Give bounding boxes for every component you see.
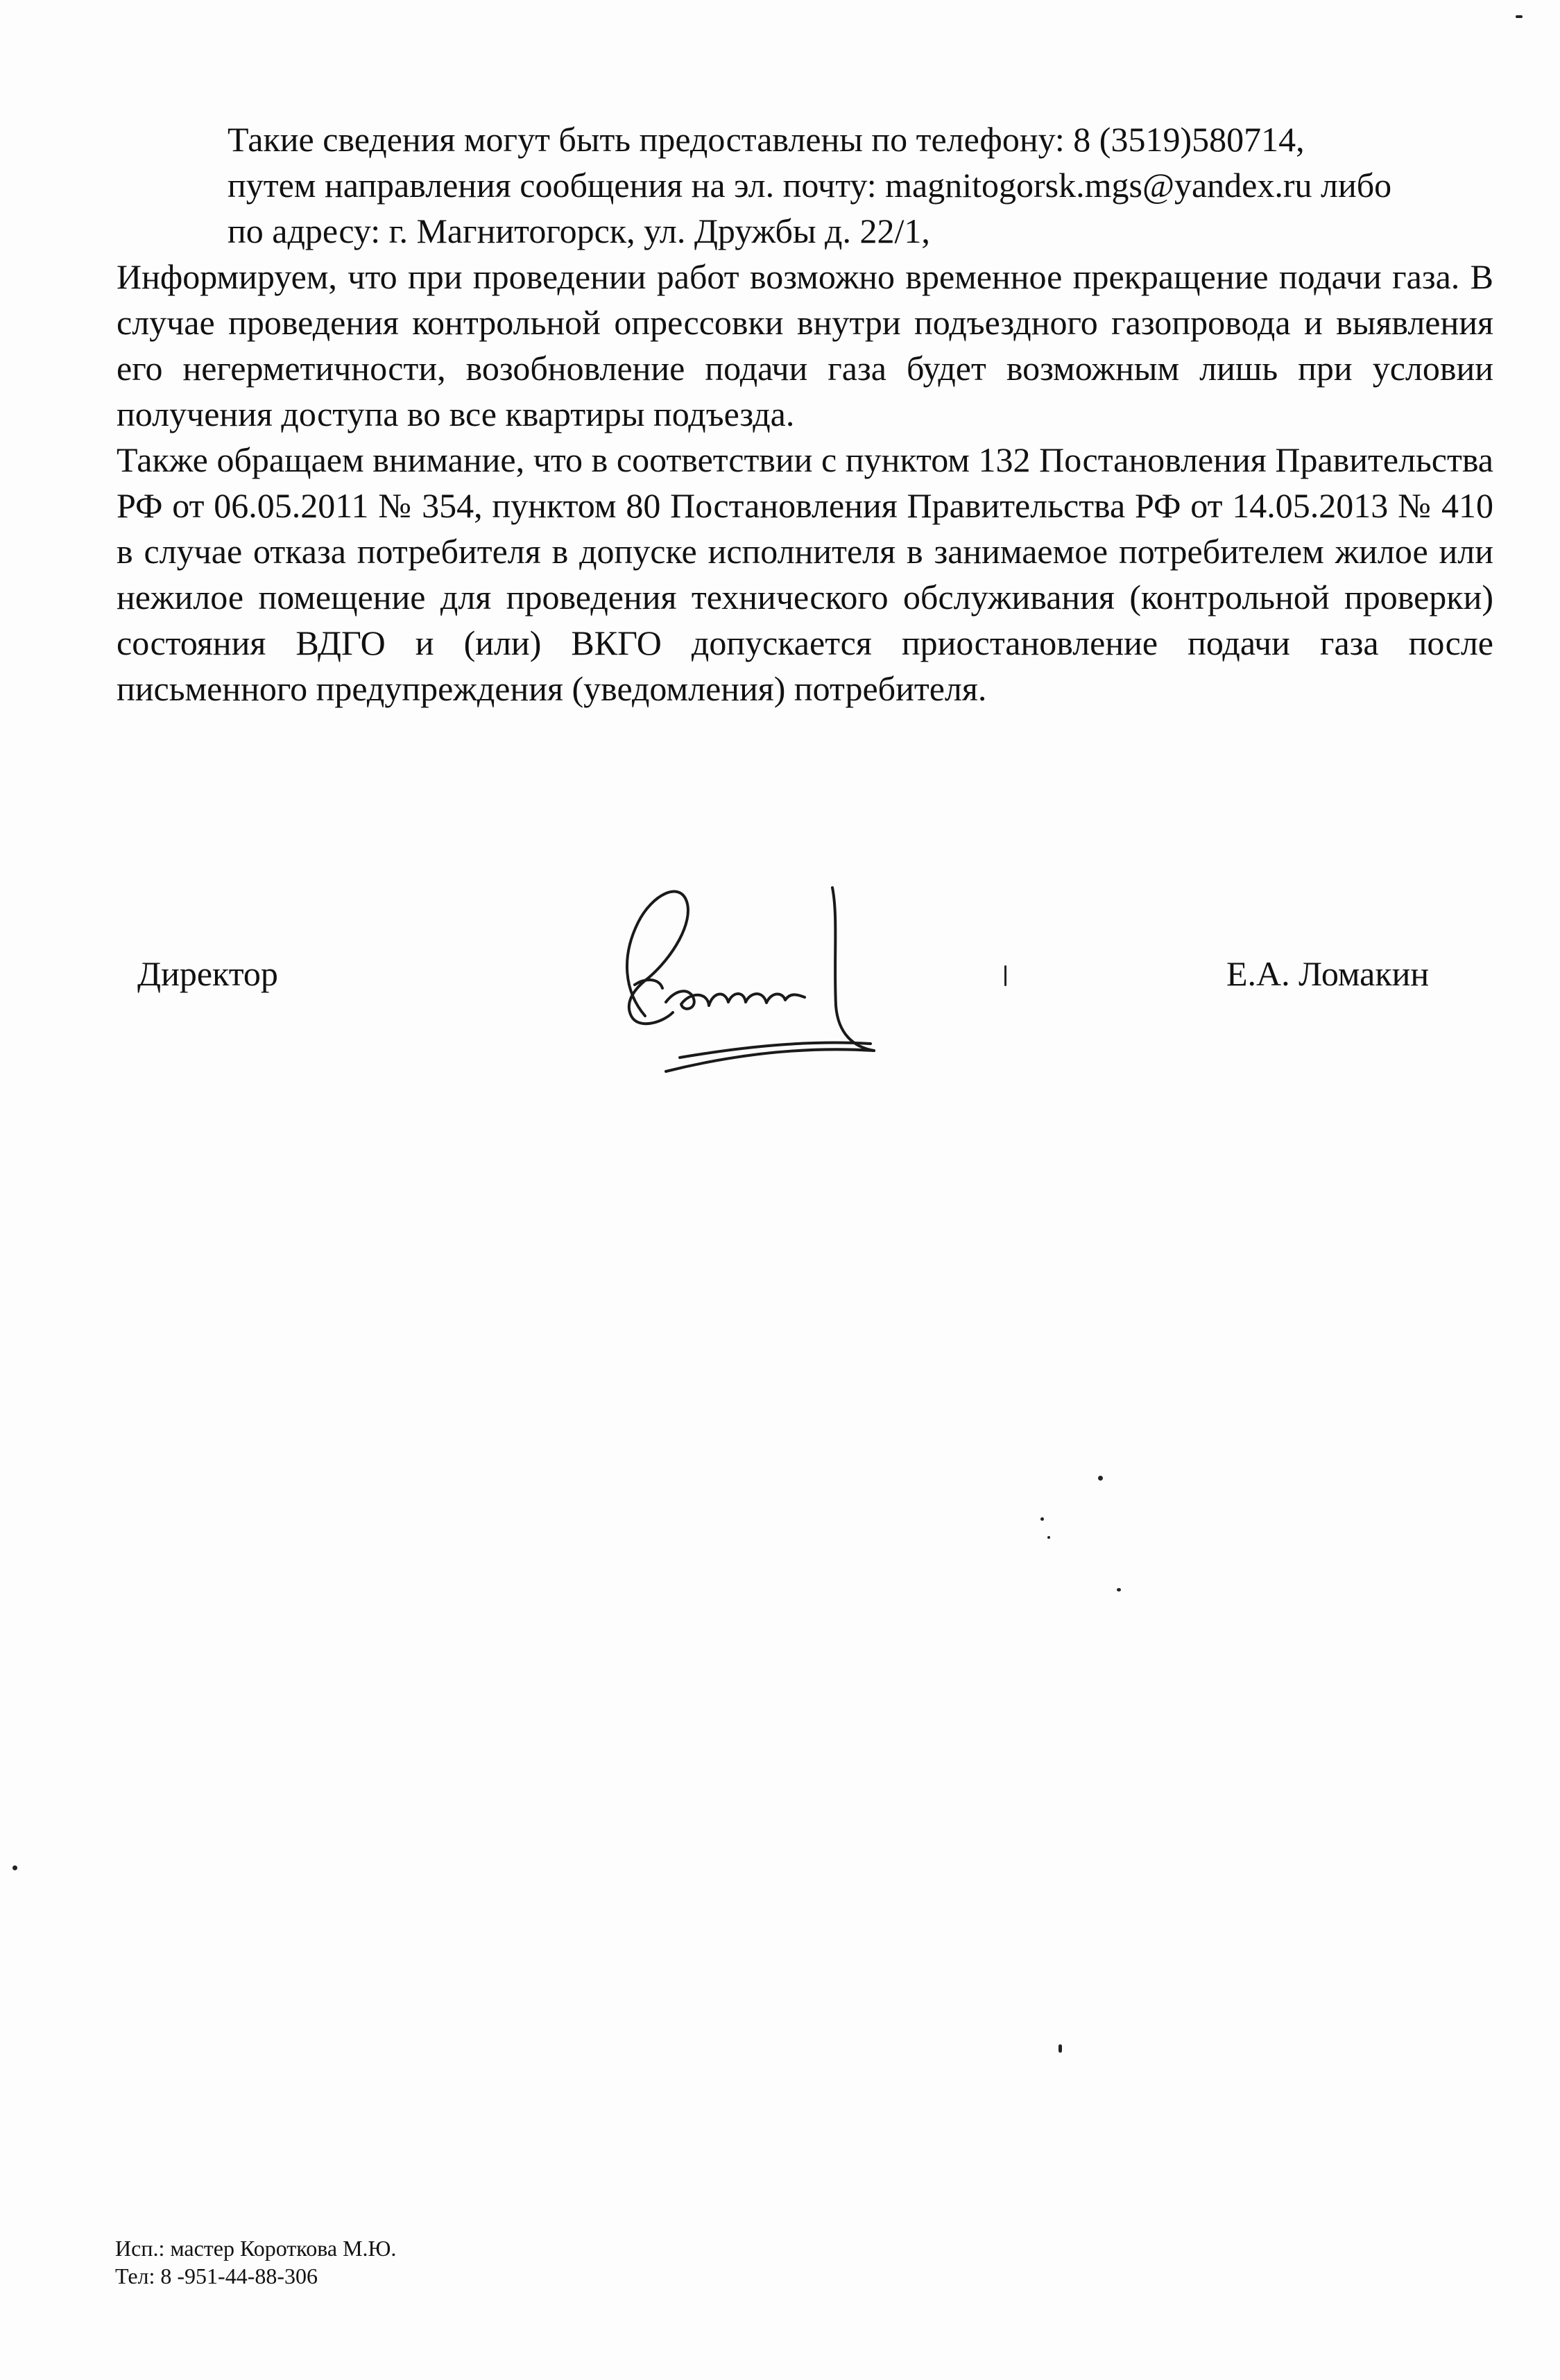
contact-line-phone: Такие сведения могут быть предоставлены по телефону: 8 (3519)580714,	[228, 120, 1305, 159]
scan-speck	[1040, 1517, 1044, 1521]
legal-notice-paragraph: Также обращаем внимание, что в соответствии с пунктом 132 Постановления Правительства РФ от 06.05.2011 № 354, пунктом 80 Постановления Правительства РФ от 14.05.2013 № 410 в случае отказа потребителя в допуске исполнителя в занимаемое потребителем жилое или нежилое помещение для проведения технического обслуживания (контрольной проверки) состояния ВДГО и (или) ВКГО допускается приостановление подачи газа после письменного предупреждения (уведомления) потребителя.	[117, 440, 1493, 708]
contact-paragraph	[117, 117, 1493, 254]
scan-speck	[12, 1865, 17, 1870]
scan-speck	[1516, 15, 1523, 18]
scan-speck	[1058, 2044, 1062, 2053]
contact-line-address: по адресу: г. Магнитогорск, ул. Дружбы д. 22/1,	[228, 212, 930, 250]
scan-speck	[1117, 1588, 1121, 1592]
executor-footer	[115, 2234, 396, 2290]
letter-body	[117, 117, 1493, 712]
executor-name: Исп.: мастер Короткова М.Ю.	[115, 2236, 397, 2261]
scan-speck	[1004, 965, 1006, 986]
scan-speck	[1098, 1476, 1103, 1481]
gas-interruption-paragraph: Информируем, что при проведении работ возможно временное прекращение подачи газа. В случае проведения контрольной опрессовки внутри подъездного газопровода и выявления его негерметичности, возобновление подачи газа будет возможным лишь при условии получения доступа во все квартиры подъезда.	[117, 257, 1493, 433]
handwritten-signature	[597, 874, 902, 1075]
scan-speck	[1047, 1536, 1050, 1539]
contact-line-email: путем направления сообщения на эл. почту: magnitogorsk.mgs@yandex.ru либо	[228, 166, 1392, 205]
executor-phone: Тел: 8 -951-44-88-306	[115, 2263, 318, 2288]
signature-block	[0, 874, 1560, 1082]
signatory-position: Директор	[137, 954, 278, 993]
signatory-name: Е.А. Ломакин	[1226, 954, 1430, 993]
